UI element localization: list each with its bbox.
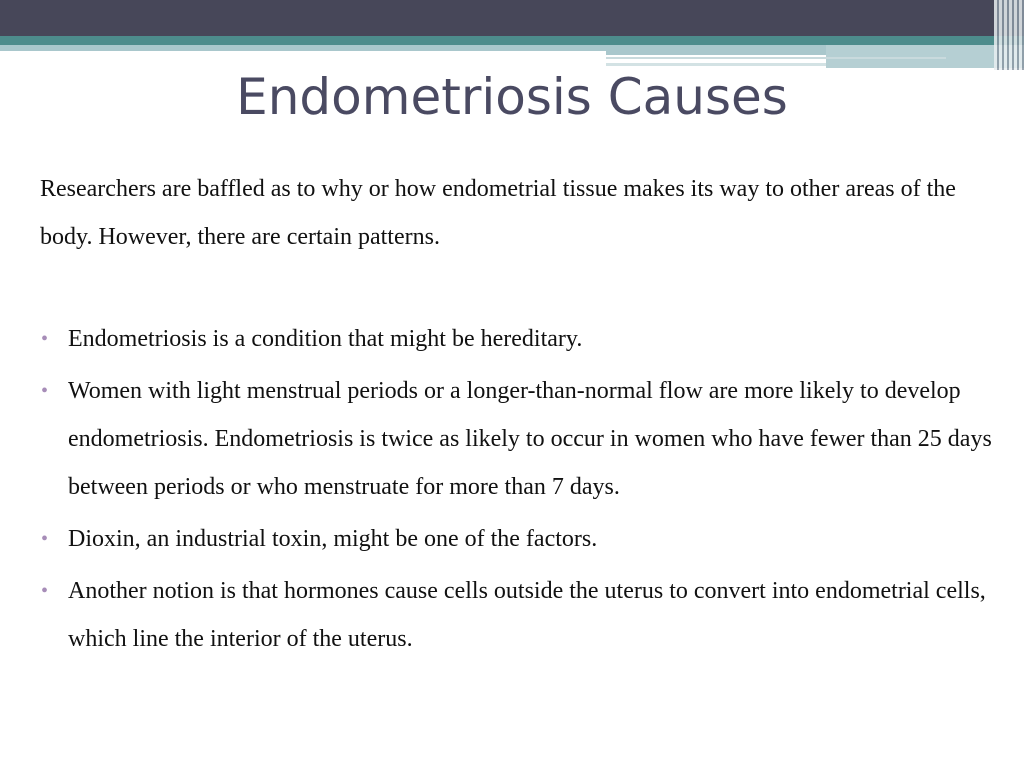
header-stripes-decoration	[994, 0, 1024, 70]
bullet-item	[40, 367, 1000, 511]
bullet-item	[40, 315, 1000, 363]
header-banner-teal	[0, 36, 1024, 45]
bullet-list	[40, 315, 1000, 663]
bullet-text: Endometriosis is a condition that might be hereditary.	[68, 326, 583, 352]
intro-paragraph: Researchers are baffled as to why or how endometrial tissue makes its way to other areas of the body. However, there are certain patterns.	[40, 176, 956, 250]
bullet-text: Another notion is that hormones cause cells outside the uterus to convert into endometrial cells, which line the interior of the uterus.	[68, 578, 986, 652]
header-banner-dark	[0, 0, 1024, 36]
bullet-icon: •	[41, 328, 49, 350]
bullet-text: Women with light menstrual periods or a longer-than-normal flow are more likely to develop endometriosis. Endometriosis is twice as likely to occur in women who have fewer than 25 days between periods or who menstruate for more than 7 days.	[68, 378, 992, 500]
bullet-item	[40, 567, 1000, 663]
bullet-item	[40, 515, 1000, 563]
header-banner-light-left	[0, 45, 606, 51]
bullet-icon: •	[41, 380, 49, 402]
bullet-text: Dioxin, an industrial toxin, might be one of the factors.	[68, 526, 598, 552]
header-banner-thin-line	[606, 57, 946, 59]
bullet-icon: •	[41, 580, 49, 602]
slide-title: Endometriosis Causes	[236, 68, 788, 126]
slide-body	[40, 165, 1000, 667]
bullet-icon: •	[41, 528, 49, 550]
